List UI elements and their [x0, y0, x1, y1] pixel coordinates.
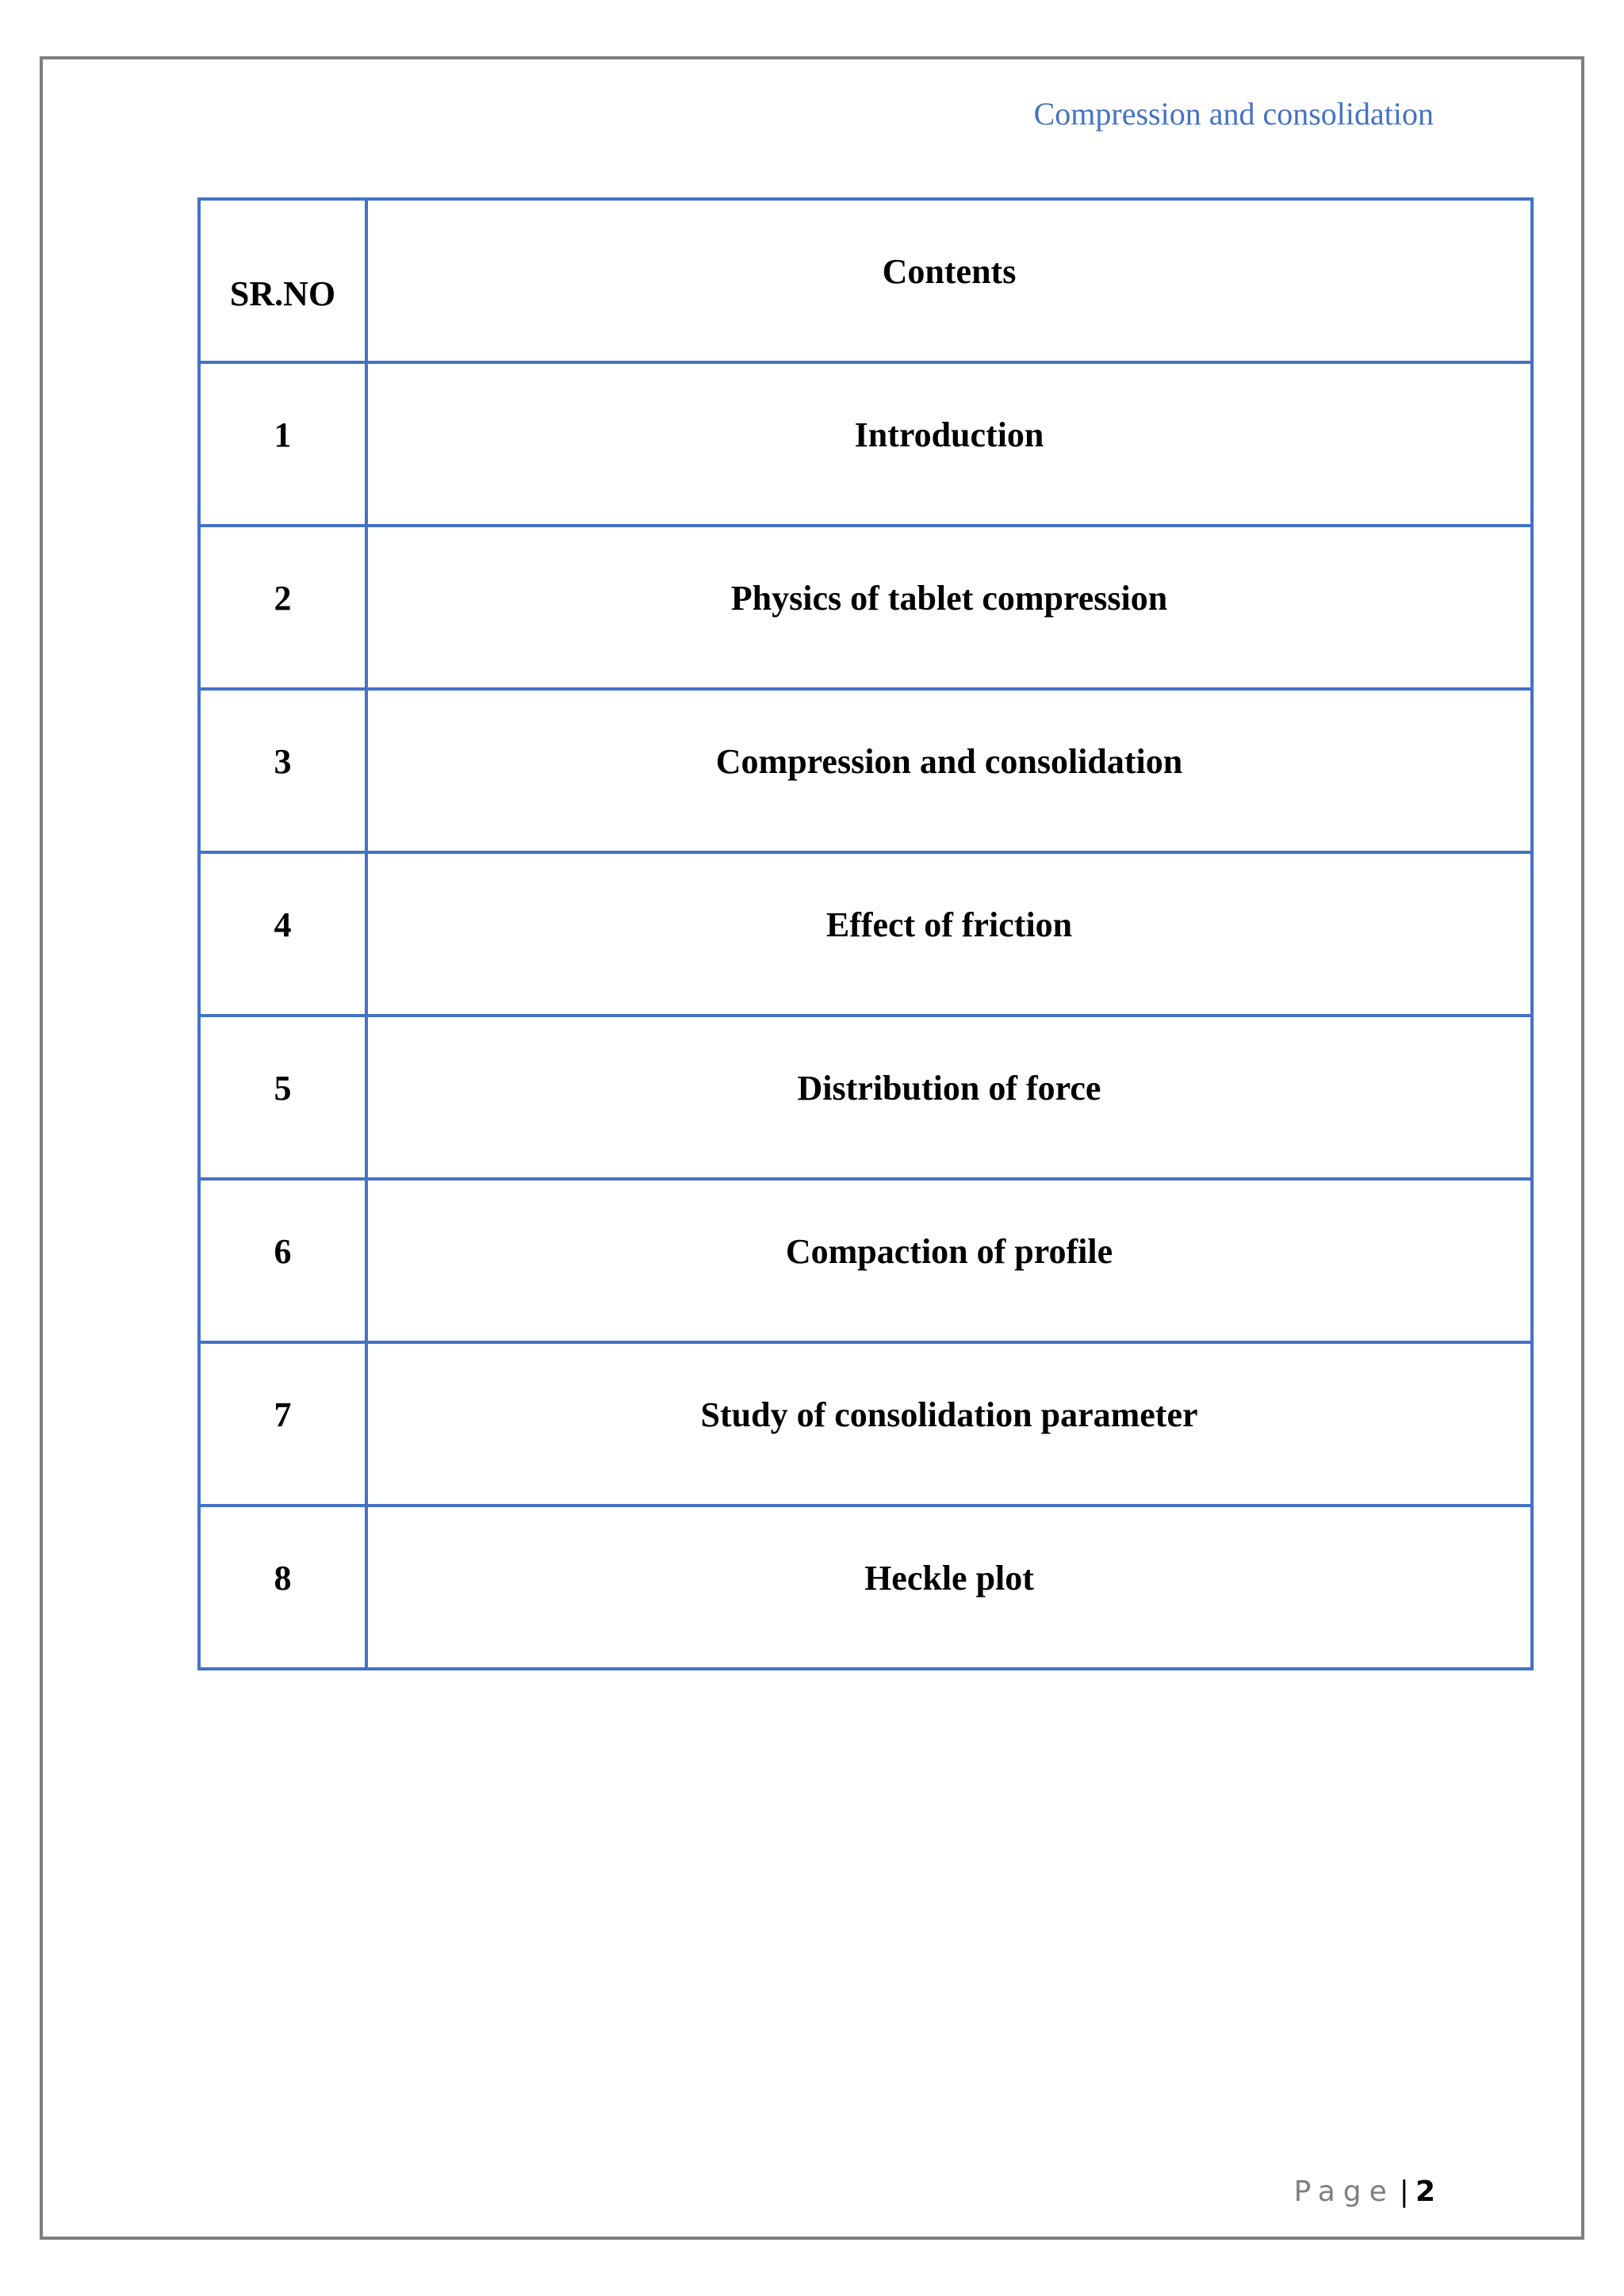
row-number: 5: [199, 1016, 366, 1179]
table-row: [199, 1016, 1532, 1179]
running-header: Compression and consolidation: [1033, 96, 1434, 132]
table-row: [199, 362, 1532, 526]
table-row: [199, 526, 1532, 689]
table-row: [199, 689, 1532, 852]
row-number: 6: [199, 1179, 366, 1342]
row-title: Physics of tablet compression: [366, 526, 1532, 689]
row-title: Compaction of profile: [366, 1179, 1532, 1342]
row-number: 7: [199, 1342, 366, 1506]
page-label: Page: [1293, 2175, 1395, 2208]
table-row: [199, 1506, 1532, 1669]
contents-table: [197, 197, 1534, 1670]
row-number: 8: [199, 1506, 366, 1669]
row-title: Effect of friction: [366, 852, 1532, 1016]
row-title: Compression and consolidation: [366, 689, 1532, 852]
page-number: 2: [1415, 2175, 1435, 2208]
row-title: Study of consolidation parameter: [366, 1342, 1532, 1506]
row-number: 3: [199, 689, 366, 852]
row-number: 4: [199, 852, 366, 1016]
header-srno: SR.NO: [199, 199, 366, 362]
page-separator: |: [1399, 2175, 1409, 2208]
row-title: Heckle plot: [366, 1506, 1532, 1669]
table-header-row: [199, 199, 1532, 362]
table-row: [199, 852, 1532, 1016]
row-title: Introduction: [366, 362, 1532, 526]
row-title: Distribution of force: [366, 1016, 1532, 1179]
table-row: [199, 1342, 1532, 1506]
table-row: [199, 1179, 1532, 1342]
row-number: 2: [199, 526, 366, 689]
header-contents: Contents: [366, 199, 1532, 362]
page-footer: [1294, 2175, 1435, 2208]
row-number: 1: [199, 362, 366, 526]
